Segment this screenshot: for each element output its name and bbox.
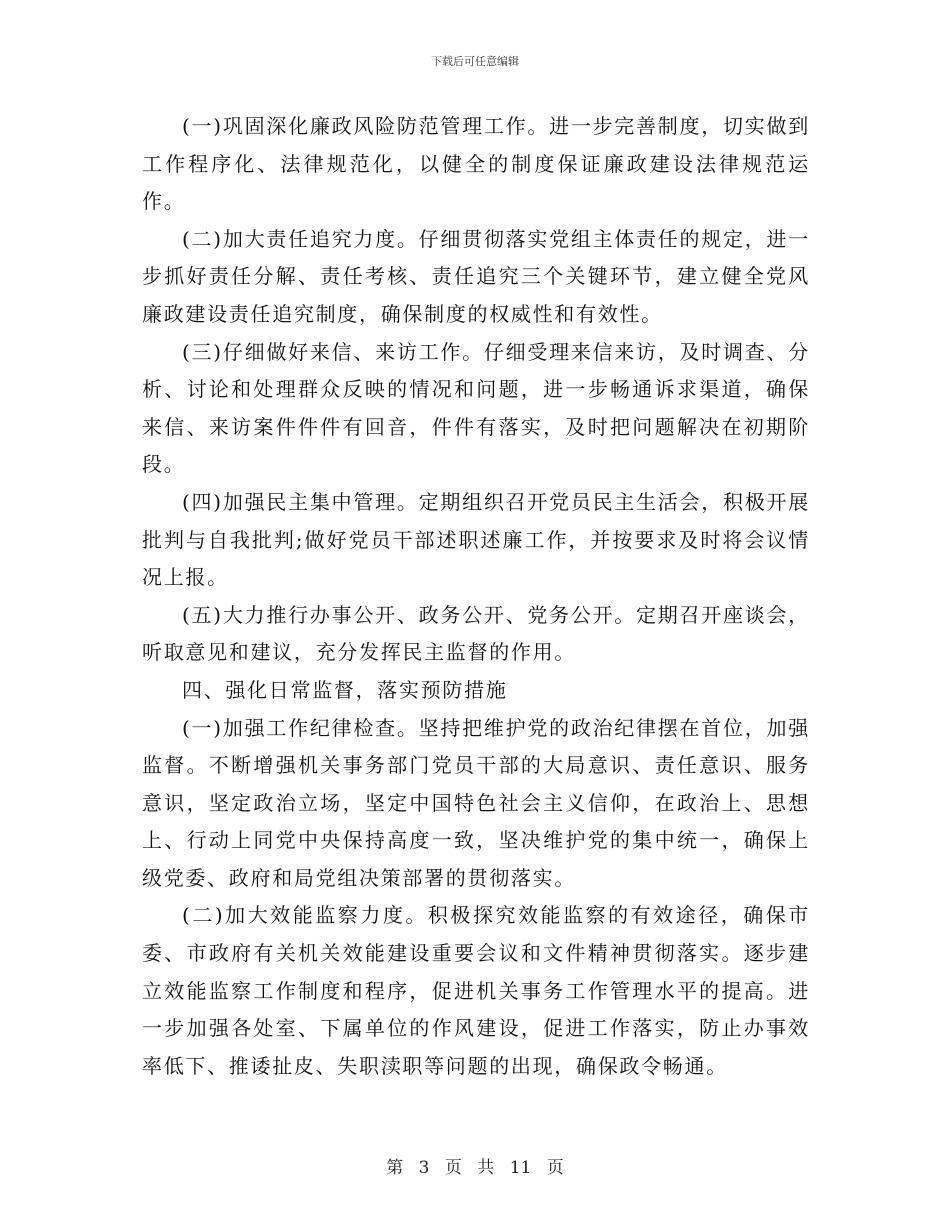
paragraph: (二)加大责任追究力度。仔细贯彻落实党组主体责任的规定，进一步抓好责任分解、责任考核、责任追究三个关键环节，建立健全党风廉政建设责任追究制度，确保制度的权威性和有效性。 — [142, 226, 810, 326]
document-body — [142, 108, 810, 1085]
paragraph: (一)加强工作纪律检查。坚持把维护党的政治纪律摆在首位，加强监督。不断增强机关事务部门党员干部的大局意识、责任意识、服务意识，坚定政治立场，坚定中国特色社会主义信仰，在政治上、思想上、行动上同党中央保持高度一致，坚决维护党的集中统一，确保上级党委、政府和局党组决策部署的贯彻落实。 — [142, 715, 810, 890]
page-label: 第 — [386, 1158, 404, 1178]
paragraph: (五)大力推行办事公开、政务公开、党务公开。定期召开座谈会，听取意见和建议，充分发挥民主监督的作用。 — [142, 602, 810, 665]
total-label: 共 — [477, 1158, 495, 1178]
page-header: 下载后可任意编辑 — [431, 55, 519, 68]
paragraph: (三)仔细做好来信、来访工作。仔细受理来信来访，及时调查、分析、讨论和处理群众反映的情况和问题，进一步畅通诉求渠道，确保来信、来访案件件件有回音，件件有落实，及时把问题解决在初期阶段。 — [142, 339, 810, 477]
paragraph: (一)巩固深化廉政风险防范管理工作。进一步完善制度，切实做到工作程序化、法律规范化，以健全的制度保证廉政建设法律规范运作。 — [142, 114, 810, 214]
page-footer — [0, 1153, 950, 1178]
total-word: 页 — [546, 1158, 564, 1178]
page-word: 页 — [444, 1158, 462, 1178]
total-pages-number: 11 — [509, 1158, 532, 1178]
paragraph: (二)加大效能监察力度。积极探究效能监察的有效途径，确保市委、市政府有关机关效能建设重要会议和文件精神贯彻落实。逐步建立效能监察工作制度和程序，促进机关事务工作管理水平的提高。进一步加强各处室、下属单位的作风建设，促进工作落实，防止办事效率低下、推诿扯皮、失职渎职等问题的出现，确保政令畅通。 — [142, 903, 810, 1078]
section-heading: 四、强化日常监督，落实预防措施 — [182, 677, 508, 702]
current-page-number: 3 — [418, 1158, 430, 1178]
paragraph: (四)加强民主集中管理。定期组织召开党员民主生活会，积极开展批判与自我批判;做好党员干部述职述廉工作，并按要求及时将会议情况上报。 — [142, 489, 810, 590]
